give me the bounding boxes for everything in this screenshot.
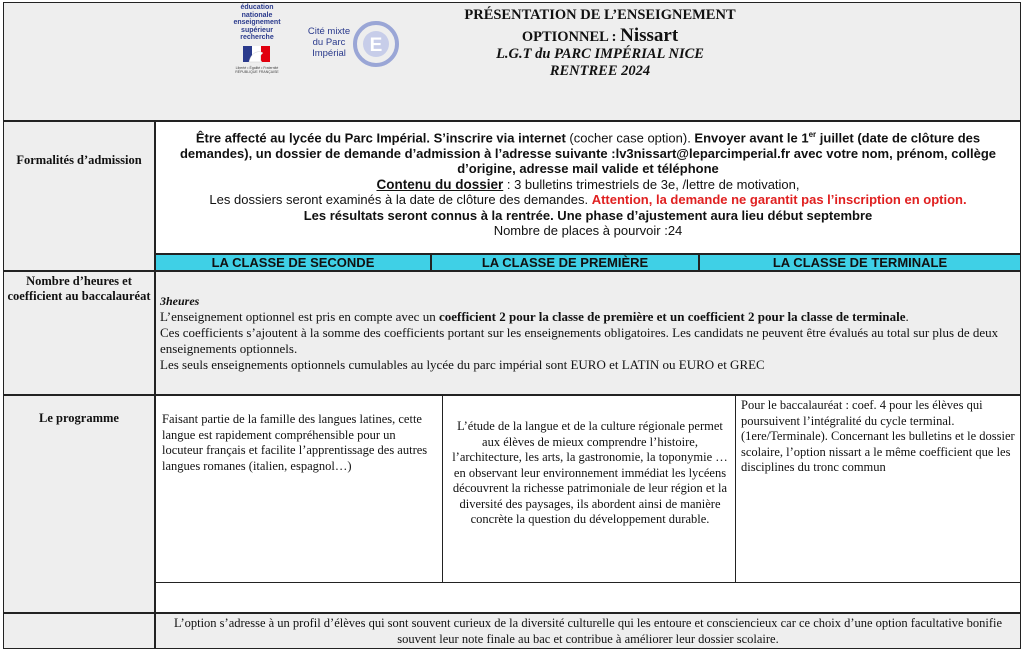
- column-header-premiere: [431, 254, 699, 271]
- column-header-seconde: [155, 254, 431, 271]
- admission-label: Formalités d’admission: [16, 153, 142, 167]
- title-line-3: L.G.T du PARC IMPÉRIAL NICE: [496, 46, 704, 62]
- column-header-label: LA CLASSE DE PREMIÈRE: [481, 255, 649, 270]
- school-logo-line: Cité mixte: [307, 26, 351, 37]
- hours-text: [160, 293, 1018, 373]
- admission-text-bold: juillet (date de clôture des demandes), un dossier de demande d’admission à l’adresse suivante :lv3nissart@leparcimperial.fr avec votre nom, prénom, collège d’origine, adresse mail valide et téléphone: [179, 130, 997, 177]
- admission-sup: er: [808, 130, 817, 139]
- programme-seconde-text: Faisant partie de la famille des langues latines, cette langue est rapidement compréhensible pour un locuteur français et facilite l’apprentissage des autres langues romanes (italien, espagnol…): [162, 412, 428, 473]
- column-header-terminale: [699, 254, 1021, 271]
- ministry-logo-line: enseignement: [233, 19, 281, 27]
- programme-label-cell: [3, 395, 155, 613]
- admission-label-cell: [3, 121, 155, 271]
- document-title: [410, 7, 790, 80]
- hours-paragraph: Ces coefficients s’ajoutent à la somme des coefficients portant sur les enseignements obligatoires. Les candidats ne peuvent être évalués au total sur plus de deux enseignements optionnels.: [160, 325, 999, 356]
- ministry-logo-line: nationale: [241, 11, 273, 19]
- hours-text-normal: L’enseignement optionnel est pris en compte avec un: [160, 309, 439, 324]
- examine-line: [160, 192, 1016, 208]
- admission-text-normal: (cocher case option).: [565, 130, 695, 146]
- admission-text-bold: Envoyer avant le 1: [694, 130, 809, 146]
- title-line-1: PRÉSENTATION DE L’ENSEIGNEMENT: [464, 7, 736, 23]
- attention-text: Attention, la demande ne garantit pas l’inscription en option.: [591, 192, 967, 208]
- hours-label: Nombre d’heures et coefficient au baccalauréat: [7, 274, 151, 303]
- programme-empty-row: [156, 582, 1020, 612]
- ministry-logo-line: recherche: [240, 34, 274, 42]
- footer-text: L’option s’adresse à un profil d’élèves qui sont souvent curieux de la diversité culturelle qui les entoure et consciencieux car ce choix d’une option facultative bonifie souvent leur note finale au bac et contribue à améliorer leur dossier scolaire.: [173, 616, 1003, 646]
- programme-premiere-text: L’étude de la langue et de la culture régionale permet aux élèves de mieux comprendre l’histoire, l’architecture, les arts, la gastronomie, la toponymie …en observant leur environnement immédiat les lycéens découvrent la richesse patrimoniale de leur région et la diversité des paysages, ils abordent ainsi de manière concrète la question du développement durable.: [452, 419, 728, 526]
- dossier-line: [160, 177, 1016, 193]
- admission-paragraph: [160, 127, 1016, 177]
- hours-paragraph: [160, 309, 1018, 325]
- examine-text: Les dossiers seront examinés à la date de clôture des demandes.: [209, 192, 592, 208]
- ministry-logo-line: éducation: [240, 4, 274, 11]
- ministry-motto: Liberté • Égalité • Fraternité: [235, 65, 279, 70]
- places-text: Nombre de places à pourvoir :24: [493, 223, 683, 239]
- dossier-label: Contenu du dossier: [376, 176, 504, 192]
- school-logo-e-icon: [352, 18, 400, 70]
- title-subject: Nissart: [620, 25, 679, 46]
- marianne-icon: [229, 44, 285, 66]
- ministry-logo-line: supérieur: [241, 26, 273, 34]
- svg-text:E: E: [369, 35, 383, 56]
- admission-text-bold: Être affecté au lycée du Parc Impérial. S’inscrire via internet: [195, 130, 566, 146]
- admission-text: [160, 127, 1016, 239]
- programme-terminale-text: Pour le baccalauréat : coef. 4 pour les élèves qui poursuivent l’intégralité du cycle terminal. (1ere/Terminale). Concernant les bulletins et le dossier scolaire, l’option nissart a le même coefficient que les disciplines du tronc commun: [741, 398, 1015, 474]
- hours-text-normal: .: [905, 309, 909, 324]
- school-logo-line: du Parc Impérial: [312, 37, 346, 59]
- hours-text-bold: coefficient 2 pour la classe de première et un coefficient 2 pour la classe de terminale: [438, 309, 906, 324]
- hours-paragraph: Les seuls enseignements optionnels cumulables au lycée du parc impérial sont EURO et LATIN ou EURO et GREC: [160, 357, 765, 372]
- hours-value: 3heures: [160, 294, 200, 308]
- results-text: Les résultats seront connus à la rentrée. Une phase d’ajustement aura lieu début septembre: [303, 207, 873, 223]
- programme-label: Le programme: [39, 411, 119, 425]
- title-line-2: [410, 27, 790, 46]
- title-line-4: RENTREE 2024: [549, 63, 651, 79]
- ministry-logo: [229, 4, 285, 84]
- column-header-label: LA CLASSE DE TERMINALE: [772, 255, 948, 270]
- column-header-label: LA CLASSE DE SECONDE: [211, 255, 375, 270]
- ministry-country: RÉPUBLIQUE FRANÇAISE: [235, 69, 279, 74]
- dossier-text: : 3 bulletins trimestriels de 3e, /lettre de motivation,: [503, 176, 800, 192]
- footer-label-cell: [3, 613, 155, 649]
- title-prefix: OPTIONNEL :: [521, 29, 621, 45]
